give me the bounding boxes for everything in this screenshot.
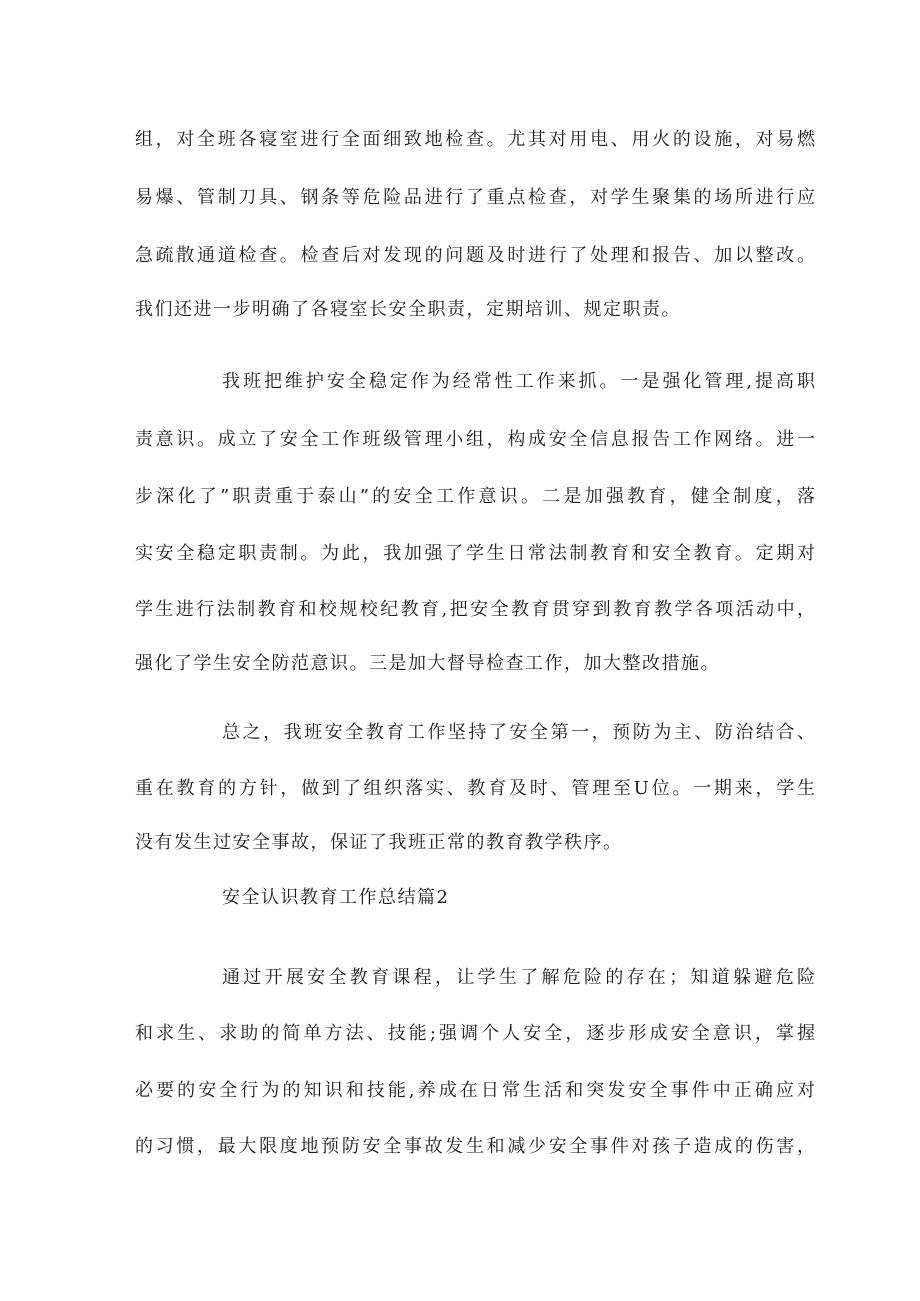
paragraph-2-line-5: 学生进行法制教育和校规校纪教育,把安全教育贯穿到教育教学各项活动中， [135,599,815,620]
paragraph-2-line-6: 强化了学生安全防范意识。三是加大督导检查工作，加大整改措施。 [135,653,720,674]
paragraph-2-line-1: 我班把维护安全稳定作为经常性工作来抓。一是强化管理,提高职 [222,371,815,392]
paragraph-1-line-4: 我们还进一步明确了各寝室长安全职责，定期培训、规定职责。 [135,299,681,320]
paragraph-4-line-3: 必要的安全行为的知识和技能,养成在日常生活和突发安全事件中正确应对 [135,1080,815,1101]
paragraph-1-line-2: 易爆、管制刀具、钢条等危险品进行了重点检查，对学生聚集的场所进行应 [135,187,815,208]
paragraph-3-line-3: 没有发生过安全事故，保证了我班正常的教育教学秩序。 [135,832,623,853]
paragraph-3-line-2: 重在教育的方针，做到了组织落实、教育及时、管理至U位。一期来，学生 [135,778,815,799]
paragraph-2-line-3: 步深化了”职责重于泰山”的安全工作意识。二是加强教育，健全制度，落 [135,486,815,507]
paragraph-4-line-1: 通过开展安全教育课程，让学生了解危险的存在；知道躲避危险 [222,967,815,988]
paragraph-4-line-2: 和求生、求助的简单方法、技能;强调个人安全，逐步形成安全意识，掌握 [135,1023,815,1044]
paragraph-1-line-1: 组，对全班各寝室进行全面细致地检查。尤其对用电、用火的设施，对易燃 [135,129,815,150]
paragraph-2-line-2: 责意识。成立了安全工作班级管理小组，构成安全信息报告工作网络。进一 [135,429,815,450]
paragraph-3-line-1: 总之，我班安全教育工作坚持了安全第一，预防为主、防治结合、 [222,722,815,743]
paragraph-2-line-4: 实安全稳定职责制。为此，我加强了学生日常法制教育和安全教育。定期对 [135,543,815,564]
section-heading: 安全认识教育工作总结篇2 [222,887,450,908]
paragraph-4-line-4: 的习惯，最大限度地预防安全事故发生和减少安全事件对孩子造成的伤害， [135,1136,815,1157]
paragraph-1-line-3: 急疏散通道检查。检查后对发现的问题及时进行了处理和报告、加以整改。 [135,245,815,266]
